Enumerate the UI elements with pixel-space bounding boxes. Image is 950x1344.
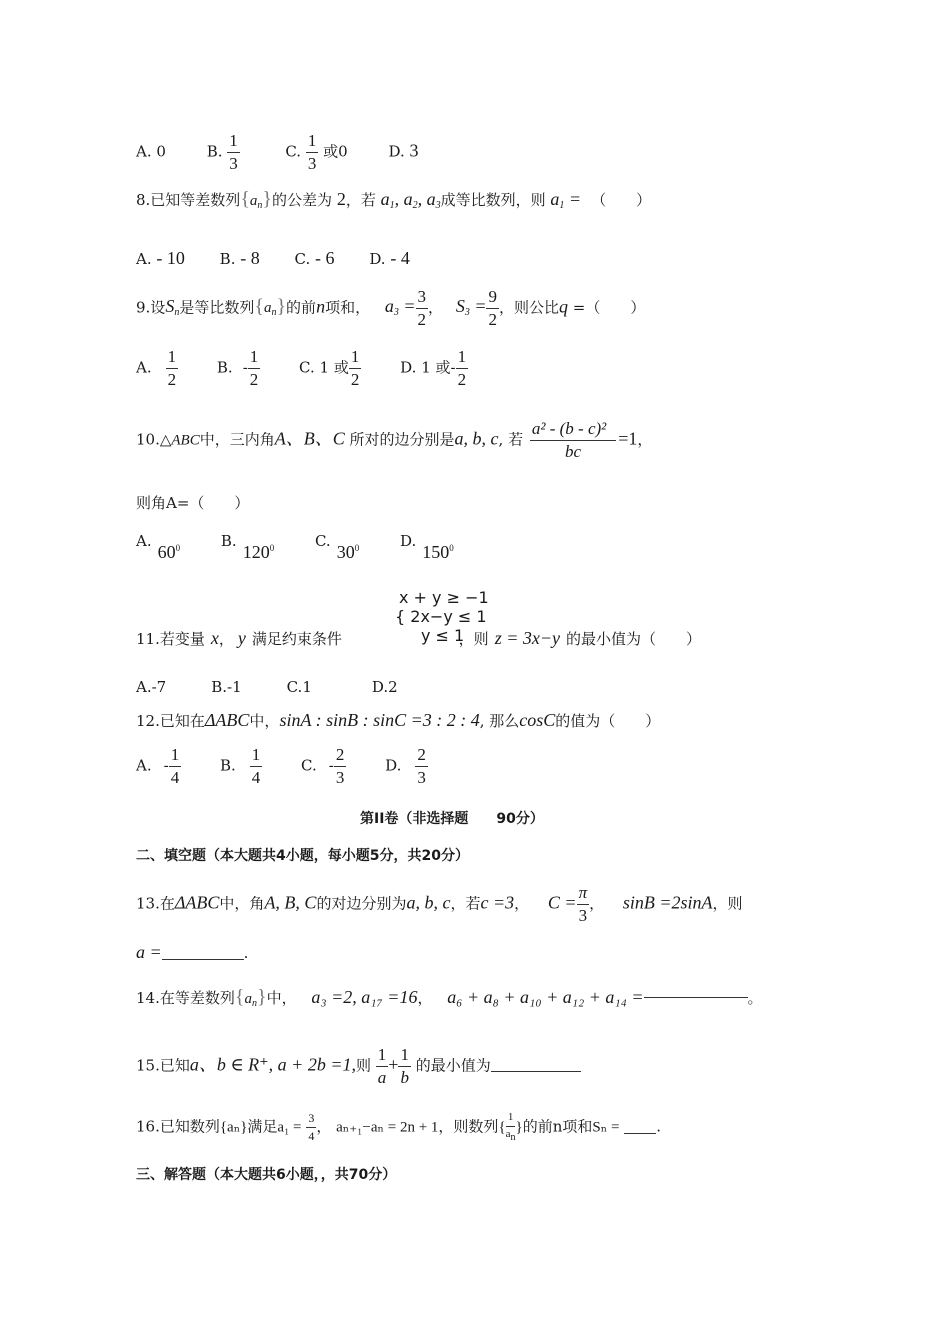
q12-options: A. - $\frac{1}{4}$ B. $\frac{1}{4}$ C. - $\frac{2}{3}$ D. $\frac{2}{3}$ bbox=[136, 745, 426, 787]
q7-option-c: C. bbox=[285, 142, 302, 161]
q7-c-fraction: $\frac{1}{3}$ bbox=[307, 131, 317, 173]
q13-stem: 13.在ΔABC中，角A, B, C的对边分别为a, b, c，若c =3， C = $\frac{\pi}{3}$ ， sinB =2sinA，则 bbox=[136, 883, 743, 925]
q15-stem: 15.已知a、b ∈ R⁺, a + 2b =1,则 $\frac{1}{a}$ + $\frac{1}{b}$ 的最小值为 bbox=[136, 1046, 581, 1087]
q10-options: $A.60^0$ B.120$^0$ $C.30^0$ D.150$^0$ bbox=[136, 532, 454, 562]
q9-options: A. $\frac{1}{2}$ B. - $\frac{1}{2}$ C. 1 或 $\frac{1}{2}$ D. 1 或- $\frac{1}{2}$ bbox=[136, 347, 467, 389]
q11-options: A.-7 B.-1 C.1 D.2 bbox=[136, 678, 398, 696]
q16-stem: 16.已知数列{aₙ}满足a₁ = $\frac{3}{4}$ ， aₙ₊₁−aₙ = 2n + 1，则数列{ $\frac{1}{an}$ }的前n项和Sₙ = . bbox=[136, 1111, 662, 1144]
q10-stem: 10.△ABC中，三内角A、B、C 所对的边分别是a, b, c, 若 $\frac{\text{a² - (b - c)²}}{bc}$ =1， bbox=[136, 419, 653, 461]
q7-option-d: D. bbox=[388, 142, 405, 161]
q13-answer-blank[interactable] bbox=[162, 959, 244, 960]
q8-stem: 8.已知等差数列$\{a_n\}$的公差为 2，若 $a_1$, $a_2$, $a_3$成等比数列，则 $a_1$ = （ ） bbox=[136, 188, 652, 211]
q15-answer-blank[interactable] bbox=[491, 1071, 581, 1072]
q7-option-b: B. bbox=[206, 142, 223, 161]
q11-constraint-system: x + y ≥ −1 { 2x−y ≤ 1 y ≤ 1 bbox=[395, 588, 489, 645]
q14-stem: 14.在等差数列$\{a_n\}$中， a₃ =2, a₁₇ =16， a₆ + a₈ + a₁₀ + a₁₂ + a₁₄ = 。 bbox=[136, 986, 763, 1009]
q12-stem: 12.已知在ΔABC中，sinA : sinB : sinC =3 : 2 : 4, 那么cosC的值为（ ） bbox=[136, 710, 661, 730]
q14-answer-blank[interactable] bbox=[644, 997, 748, 998]
q11-stem: 11.若变量 x， y 满足约束条件 ，则 z = 3x−y 的最小值为（ ） bbox=[136, 628, 701, 648]
part2-title: 第II卷（非选择题 90分） bbox=[360, 811, 544, 827]
q7-options: A. 0 B. $\frac{1}{3}$ C. $\frac{1}{3}$ 或0 D. 3 bbox=[136, 131, 419, 173]
q13-answer-line: a = . bbox=[136, 942, 249, 962]
q7-option-a: A. 0 bbox=[136, 142, 166, 161]
q8-options: A. - 10 B. - 8 C. - 6 D. - 4 bbox=[136, 248, 410, 268]
q7-b-fraction: $\frac{1}{3}$ bbox=[229, 131, 238, 173]
q10-line2: 则角A=（ ） bbox=[136, 494, 250, 512]
q16-answer-blank[interactable] bbox=[624, 1133, 656, 1134]
q9-stem: 9.设$S_n$是等比数列$\{a_n\}$的前n项和， $a_3$ = $\frac{3}{2}$ ， $S_3$ = $\frac{9}{2}$ ，则公比q =（ ） bbox=[136, 287, 646, 329]
section3-heading: 三、解答题（本大题共6小题，，共70分） bbox=[136, 1167, 397, 1183]
section2-heading: 二、填空题（本大题共4小题，每小题5分，共20分） bbox=[136, 848, 469, 864]
